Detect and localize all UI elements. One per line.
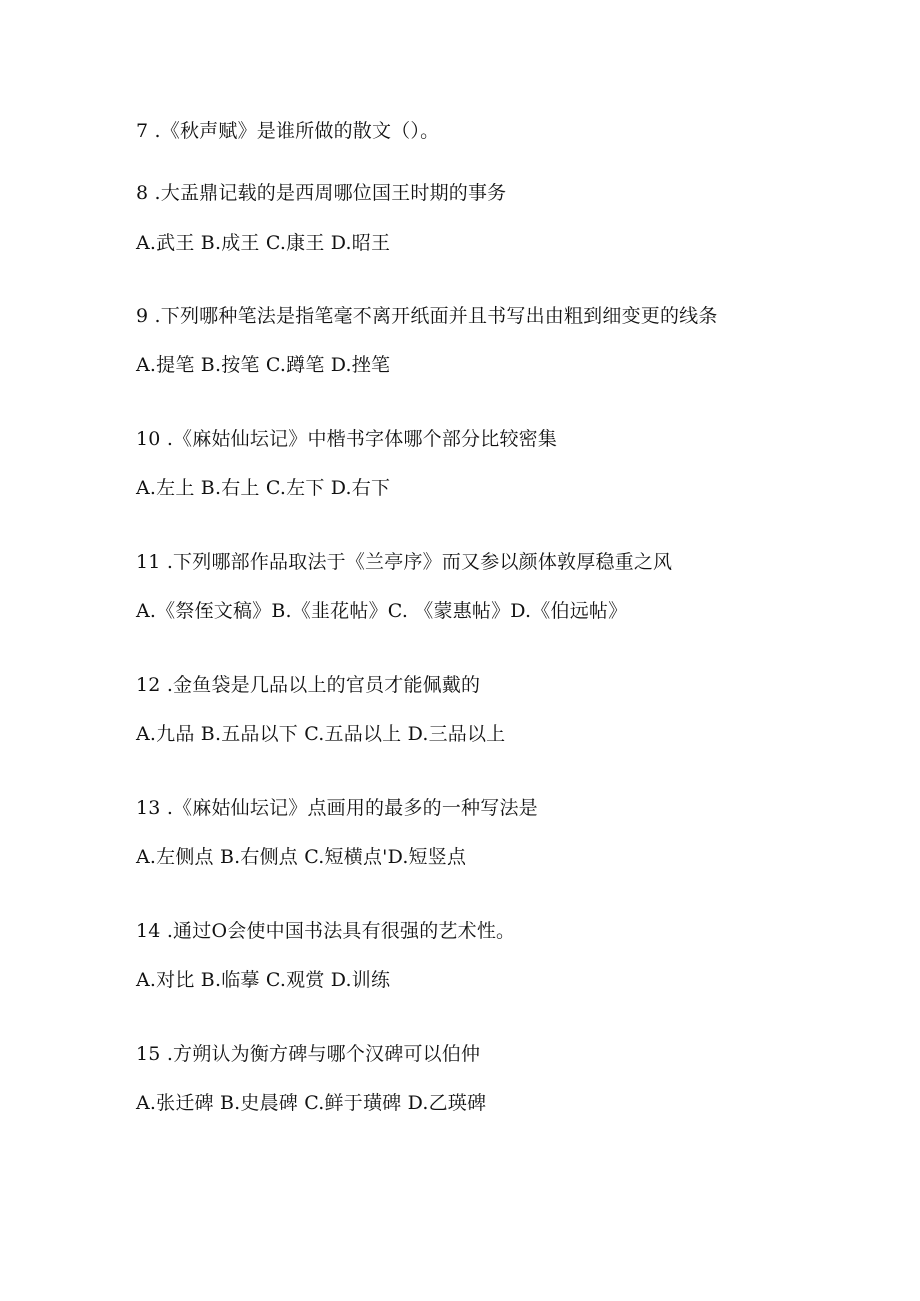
question-10-stem: 10 .《麻姑仙坛记》中楷书字体哪个部分比较密集 [136,428,558,450]
question-14-stem: 14 .通过O会使中国书法具有很强的艺术性。 [136,920,516,942]
question-14-options: A.对比 B.临摹 C.观赏 D.训练 [136,969,391,991]
question-11-options: A.《祭侄文稿》B.《韭花帖》C. 《蒙惠帖》D.《伯远帖》 [136,600,628,622]
question-11-stem: 11 .下列哪部作品取法于《兰亭序》而又参以颜体敦厚稳重之风 [136,551,673,573]
question-12-options: A.九品 B.五品以下 C.五品以上 D.三品以上 [136,723,506,745]
question-13-options: A.左侧点 B.右侧点 C.短横点'D.短竖点 [136,846,467,868]
question-7-stem: 7 .《秋声赋》是谁所做的散文（）。 [136,120,440,142]
question-15-stem: 15 .方朔认为衡方碑与哪个汉碑可以伯仲 [136,1043,481,1065]
question-8-stem: 8 .大盂鼎记载的是西周哪位国王时期的事务 [136,182,507,204]
question-13-stem: 13 .《麻姑仙坛记》点画用的最多的一种写法是 [136,797,538,819]
question-9-options: A.提笔 B.按笔 C.蹲笔 D.挫笔 [136,354,391,376]
question-10-options: A.左上 B.右上 C.左下 D.右下 [136,477,391,499]
question-12-stem: 12 .金鱼袋是几品以上的官员才能佩戴的 [136,674,481,696]
question-8-options: A.武王 B.成王 C.康王 D.昭王 [136,232,391,254]
question-15-options: A.张迁碑 B.史晨碑 C.鲜于璜碑 D.乙瑛碑 [136,1092,487,1114]
question-9-stem: 9 .下列哪种笔法是指笔毫不离开纸面并且书写出由粗到细变更的线条 [136,305,718,327]
